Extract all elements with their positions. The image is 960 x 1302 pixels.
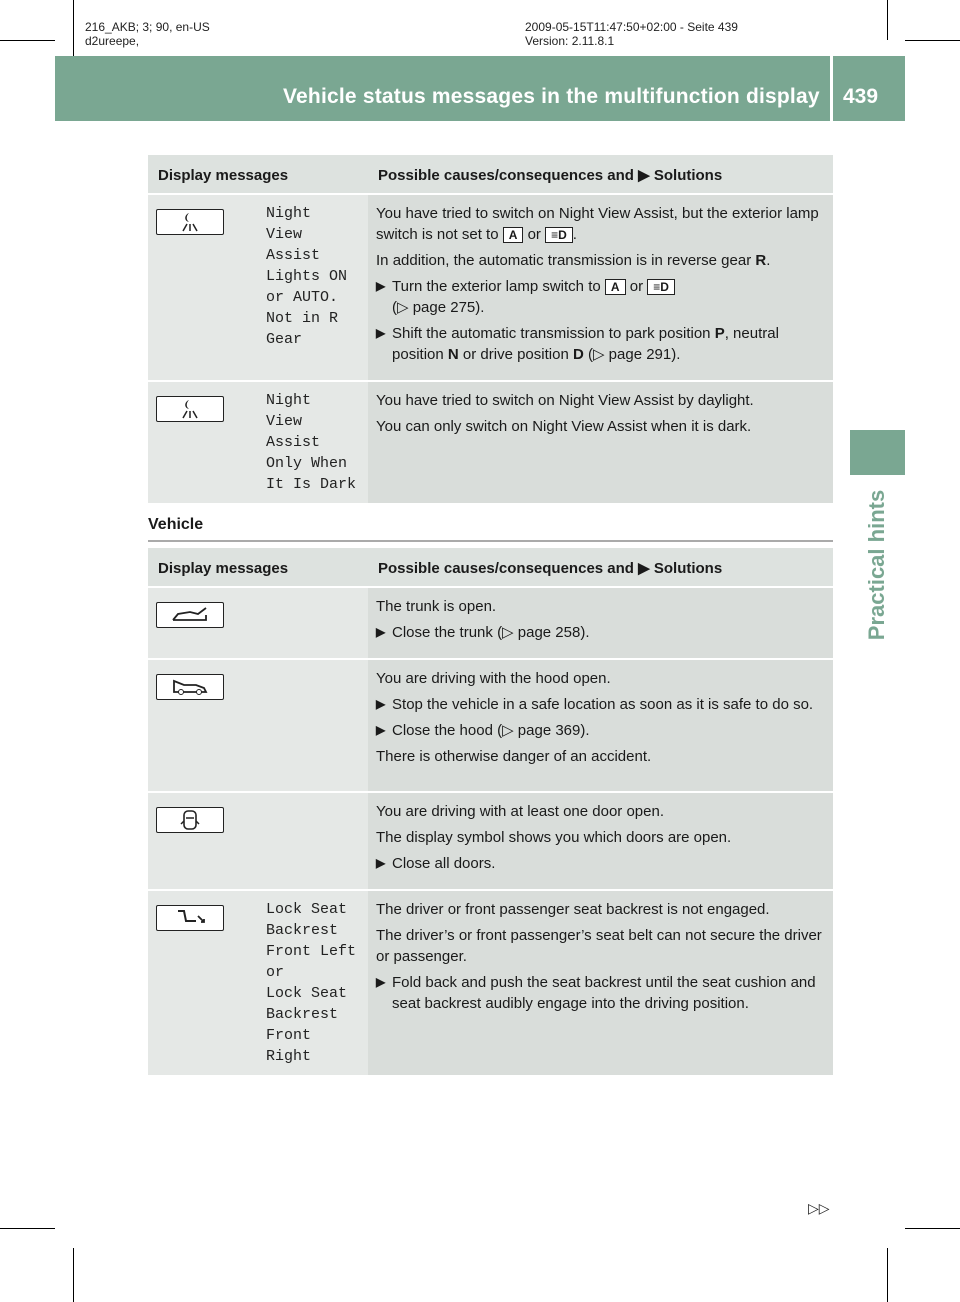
- display-message: Lock Seat Backrest Front Left or Lock Seat Backrest Front Right: [266, 901, 357, 1065]
- meta-line: d2ureepe,: [85, 34, 140, 48]
- table-row: [148, 659, 833, 792]
- night-view-icon: [156, 209, 224, 235]
- display-messages-table: [148, 155, 833, 505]
- page-ref: (▷ page 275).: [392, 299, 485, 316]
- meta-line: 216_AKB; 3; 90, en-US: [85, 20, 210, 34]
- step-arrow-icon: ▶: [376, 856, 386, 870]
- seat-backrest-icon: [156, 905, 224, 931]
- display-message: Night View Assist Lights ON or AUTO. Not in R Gear: [266, 205, 348, 348]
- step-text: Stop the vehicle in a safe location as soon as it is safe to do so.: [392, 696, 814, 713]
- step-arrow-icon: ▶: [376, 326, 386, 340]
- col-display-messages: Display messages: [148, 155, 368, 194]
- icon-cell: [148, 587, 258, 659]
- solution-cell: [368, 890, 833, 1076]
- page-ref: (▷ page 291).: [587, 346, 681, 363]
- cause-text: The display symbol shows you which doors are open.: [376, 829, 732, 846]
- solution-step: [376, 323, 829, 365]
- col-causes: [368, 155, 833, 194]
- low-beam-icon: ≡D: [545, 227, 573, 243]
- solution-cell: [368, 792, 833, 890]
- page-title: Vehicle status messages in the multifunction display: [283, 85, 820, 108]
- display-message: Night View Assist Only When It Is Dark: [266, 392, 357, 493]
- solution-cell: [368, 194, 833, 381]
- step-arrow-icon: ▶: [376, 975, 386, 989]
- cause-text: You can only switch on Night View Assist when it is dark.: [376, 418, 752, 435]
- solution-step: [376, 720, 829, 741]
- hood-open-icon: [156, 674, 224, 700]
- step-text: Turn the exterior lamp switch to: [392, 278, 601, 295]
- cause-text: The driver or front passenger seat backrest is not engaged.: [376, 901, 770, 918]
- trunk-open-icon: [156, 602, 224, 628]
- table-row: [148, 381, 833, 504]
- solution-step: [376, 694, 829, 715]
- arrow-icon: ▶: [638, 560, 650, 577]
- cause-text: The driver’s or front passenger’s seat belt can not secure the driver or passenger.: [376, 927, 822, 965]
- causes-label: Possible causes/consequences and: [378, 167, 634, 184]
- section-divider: [148, 540, 833, 542]
- icon-cell: [148, 890, 258, 1076]
- low-beam-icon: ≡D: [647, 279, 675, 295]
- table-row: [148, 792, 833, 890]
- table-row: [148, 587, 833, 659]
- cause-text: You are driving with the hood open.: [376, 670, 611, 687]
- message-cell: [258, 587, 368, 659]
- arrow-icon: ▶: [638, 167, 650, 184]
- step-arrow-icon: ▶: [376, 279, 386, 293]
- step-text: Close the trunk (▷ page 258).: [392, 624, 590, 641]
- header-divider: [830, 56, 833, 121]
- solution-step: [376, 853, 829, 874]
- step-text: Fold back and push the seat backrest until the seat cushion and seat backrest audibly engage into the driving position.: [392, 974, 816, 1012]
- cause-text: The trunk is open.: [376, 598, 497, 615]
- step-text: Close the hood (▷ page 369).: [392, 722, 590, 739]
- solution-cell: [368, 587, 833, 659]
- cause-text: You have tried to switch on Night View Assist by daylight.: [376, 392, 754, 409]
- crop-mark: [73, 1248, 74, 1302]
- step-arrow-icon: ▶: [376, 723, 386, 737]
- step-text: Shift the automatic transmission to park position: [392, 325, 711, 342]
- icon-cell: [148, 381, 258, 504]
- message-cell: [258, 381, 368, 504]
- crop-mark: [905, 40, 960, 41]
- gear-p: P: [714, 325, 725, 342]
- crop-mark: [887, 0, 888, 40]
- section-title: Vehicle: [148, 516, 204, 533]
- or-text: or: [527, 226, 541, 243]
- cause-text-part: You have tried to switch on Night View Assist, but the exterior lamp switch is not set to: [376, 205, 819, 243]
- cause-text: You have tried to switch on Night View Assist, but the exterior lamp switch is not set to A or ≡D .: [376, 205, 819, 243]
- crop-mark: [0, 1228, 55, 1229]
- or-text: or: [629, 278, 644, 295]
- message-cell: [258, 792, 368, 890]
- col-causes: [368, 548, 833, 587]
- cause-text-part: In addition, the automatic transmission is in reverse gear: [376, 252, 752, 269]
- solutions-label: Solutions: [653, 560, 723, 577]
- solution-step: [376, 622, 829, 643]
- table-header-row: [148, 155, 833, 194]
- step-arrow-icon: ▶: [376, 697, 386, 711]
- gear-n: N: [447, 346, 459, 363]
- message-cell: [258, 659, 368, 792]
- crop-mark: [73, 0, 74, 60]
- door-open-icon: [156, 807, 224, 833]
- step-text: or drive position: [462, 346, 569, 363]
- solution-step: [376, 972, 829, 1014]
- crop-mark: [0, 40, 55, 41]
- gear-d: D: [572, 346, 584, 363]
- gear-r: R: [755, 252, 767, 269]
- step-arrow-icon: ▶: [376, 625, 386, 639]
- solution-cell: [368, 659, 833, 792]
- solutions-label: Solutions: [653, 167, 723, 184]
- meta-line: Version: 2.11.8.1: [525, 34, 615, 48]
- meta-right: [525, 20, 738, 48]
- next-page-icon: ▷▷: [808, 1200, 830, 1216]
- table-row: [148, 890, 833, 1076]
- side-label: Practical hints: [864, 489, 889, 641]
- table-row: [148, 194, 833, 381]
- icon-cell: [148, 194, 258, 381]
- side-tab: [850, 430, 905, 475]
- meta-line: 2009-05-15T11:47:50+02:00 - Seite 439: [525, 20, 738, 34]
- cause-text: You are driving with at least one door open.: [376, 803, 664, 820]
- step-text: Close all doors.: [392, 855, 496, 872]
- message-cell: [258, 890, 368, 1076]
- message-cell: [258, 194, 368, 381]
- cause-text: There is otherwise danger of an accident.: [376, 748, 652, 765]
- solution-cell: [368, 381, 833, 504]
- crop-mark: [905, 1228, 960, 1229]
- night-view-icon: [156, 396, 224, 422]
- cause-text: In addition, the automatic transmission is in reverse gear R.: [376, 252, 771, 269]
- causes-label: Possible causes/consequences and: [378, 560, 634, 577]
- meta-left: [85, 20, 210, 48]
- auto-lamp-icon: A: [605, 279, 626, 295]
- crop-mark: [887, 1248, 888, 1302]
- table-header-row: [148, 548, 833, 587]
- page-number: 439: [843, 85, 879, 108]
- icon-cell: [148, 792, 258, 890]
- auto-lamp-icon: A: [503, 227, 524, 243]
- icon-cell: [148, 659, 258, 792]
- solution-step: [376, 276, 829, 318]
- col-display-messages: Display messages: [148, 548, 368, 587]
- vehicle-messages-table: [148, 548, 833, 1077]
- step-text: , neutral position: [392, 325, 779, 363]
